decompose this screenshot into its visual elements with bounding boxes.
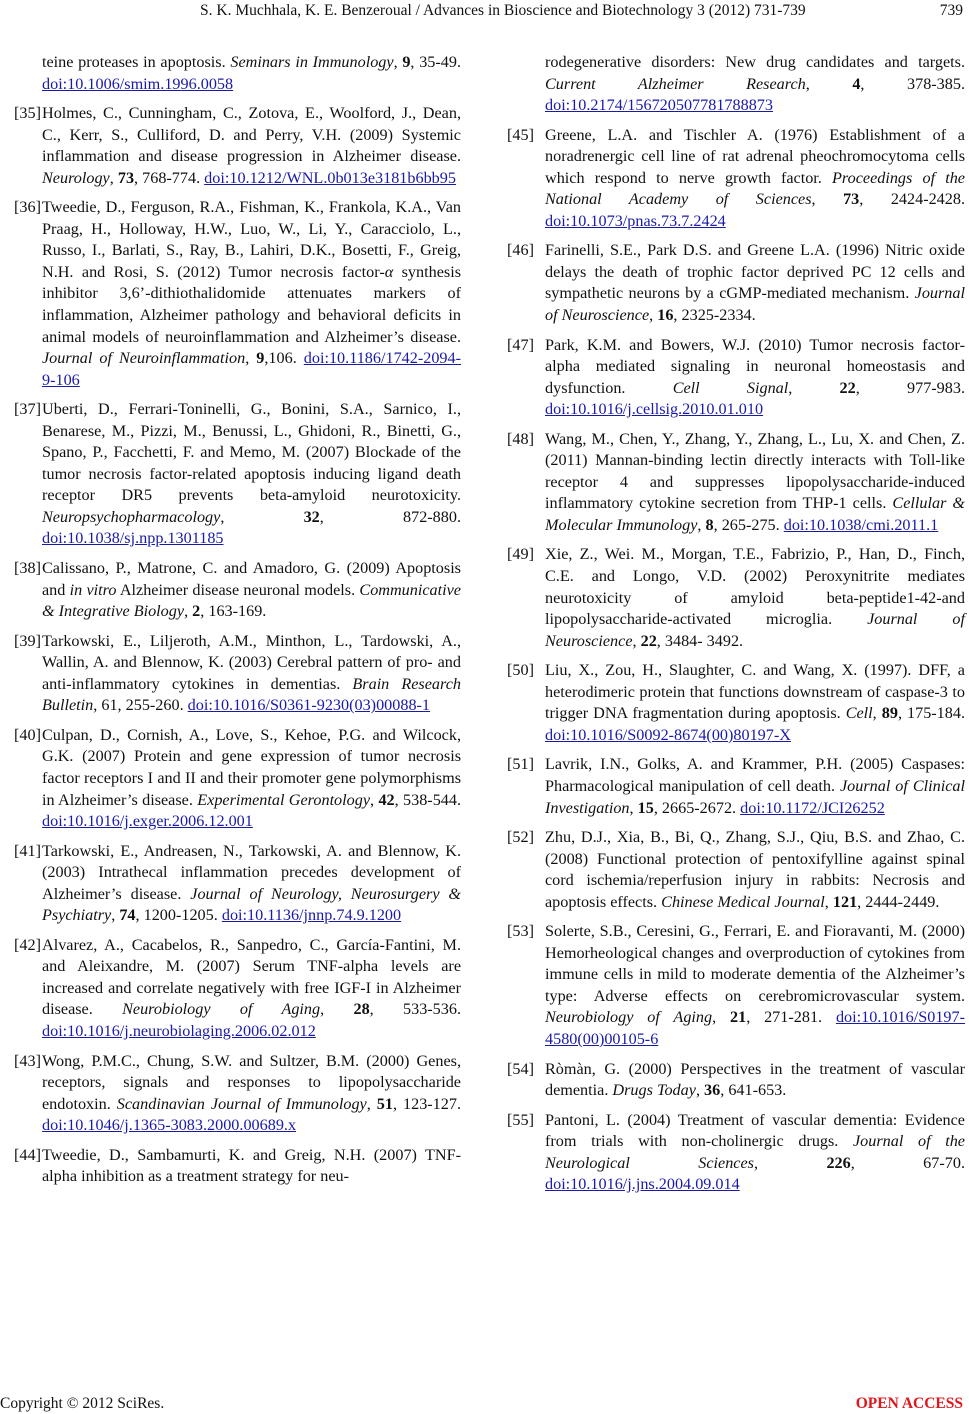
reference-segment: , 67-70. (850, 1153, 965, 1172)
reference-text (545, 1110, 965, 1196)
reference-segment: , 61, 255-260. (93, 696, 188, 715)
doi-link[interactable]: doi:10.2174/156720507781788873 (545, 96, 773, 115)
italic-text: in vitro (69, 580, 117, 599)
copyright-notice: Copyright © 2012 SciRes. (0, 1395, 165, 1412)
italic-text: Proceedings of the National Academy of Sciences (545, 168, 965, 209)
reference-segment: , 271-281. (746, 1008, 836, 1027)
volume-number: 9 (402, 53, 411, 71)
reference-segment: , (811, 190, 844, 209)
italic-text: Neuropsychopharmacology (42, 507, 221, 526)
doi-link[interactable]: doi:10.1073/pnas.73.7.2424 (545, 211, 726, 230)
italic-text: Scandinavian Journal of Immunology (116, 1094, 367, 1113)
italic-text: Neurobiology of Aging (122, 1000, 321, 1019)
volume-number: 42 (378, 790, 395, 809)
reference-segment: , (872, 704, 882, 723)
volume-number: 121 (832, 892, 858, 911)
reference-entry (14, 1051, 461, 1137)
volume-number: 4 (852, 74, 861, 93)
reference-segment: , 2424-2428. (859, 190, 966, 209)
doi-link[interactable]: doi:10.1016/j.exger.2006.12.001 (42, 812, 253, 831)
reference-segment: , 35-49. (410, 53, 461, 71)
reference-number: [35] (14, 104, 41, 123)
doi-link[interactable]: doi:10.1016/j.jns.2004.09.014 (545, 1175, 740, 1194)
reference-number: [51] (507, 755, 534, 774)
reference-segment: Calissano, P., Matrone, C. and Amadoro, G. (2009) Apoptosis and (42, 559, 461, 599)
volume-number: 2 (192, 602, 201, 621)
reference-number: [55] (507, 1110, 534, 1129)
reference-segment: , 1200-1205. (135, 906, 222, 925)
running-title: S. K. Muchhala, K. E. Benzeroual / Advances in Bioscience and Biotechnology 3 (2012) 731-739 (200, 2, 806, 19)
reference-segment: , 2665-2672. (653, 798, 741, 817)
volume-number: 73 (117, 168, 135, 187)
reference-segment: Xie, Z., Wei. M., Morgan, T.E., Fabrizio, P., Han, D., Finch, C.E. and Longo, V.D. (2002) Peroxynitrite mediates neurotoxicity of amyloid beta-peptide1-42-and lipopolysaccharide-activated microglia. (545, 545, 965, 629)
reference-segment: Park, K.M. and Bowers, W.J. (2010) Tumor necrosis factor-alpha mediated signaling in neuronal homeostasis and dysfunction. (545, 335, 965, 397)
reference-number: [38] (14, 559, 41, 578)
reference-number: [37] (14, 400, 41, 419)
doi-link[interactable]: doi:10.1186/1742-2094-9-106 (42, 349, 462, 389)
reference-entry (507, 125, 965, 233)
reference-text (42, 399, 461, 550)
reference-number: [49] (507, 545, 534, 564)
reference-segment: Tarkowski, E., Andreasen, N., Tarkowski, A. and Blennow, K. (2003) Intrathecal inflammation precedes development of Alzheimer’s disease. (42, 841, 461, 903)
doi-link[interactable]: doi:10.1016/S0092-8674(00)80197-X (545, 725, 791, 744)
reference-segment: , (109, 168, 118, 187)
reference-entry (14, 841, 461, 927)
doi-link[interactable]: doi:10.1016/j.cellsig.2010.01.010 (545, 400, 764, 419)
reference-segment: Culpan, D., Cornish, A., Love, S., Kehoe, P.G. and Wilcock, G.K. (2007) Protein and gene expression of tumor necrosis factor receptors I and II and their promoter gene polymorphisms in Alzheimer’s disease. (42, 725, 461, 809)
doi-link[interactable]: doi:10.1038/cmi.2011.1 (783, 515, 939, 534)
reference-number: [36] (14, 198, 41, 217)
reference-segment: Tweedie, D., Ferguson, R.A., Fishman, K., Frankola, K.A., Van Praag, H., Holloway, H.W., Luo, W., Li, Y., Caracciolo, L., Russo, I., Barlati, S., Ray, B., Lahiri, D.K., Bosetti, F., Greig, N.H. and Rosi, S. (2012) Tumor necrosis factor- (42, 198, 461, 281)
reference-entry (14, 399, 461, 550)
reference-segment: , 163-169. (200, 602, 267, 621)
volume-number: 9 (256, 349, 265, 368)
italic-text: α (384, 262, 394, 281)
italic-text: Seminars in Immunology (230, 53, 394, 71)
reference-segment: , 641-653. (720, 1081, 787, 1100)
reference-number: [40] (14, 725, 41, 744)
reference-segment: synthesis inhibitor 3,6’-dithiothalidomide attenuates markers of inflammation, Alzheimer pathology and behavioral deficits in animal models of neuroinflammation and Alzheimer’s disease. (42, 262, 461, 346)
reference-segment: , (805, 74, 853, 93)
reference-text (545, 544, 965, 652)
reference-segment: , (370, 790, 379, 809)
reference-segment: , (824, 892, 833, 911)
volume-number: 226 (826, 1153, 851, 1172)
reference-segment: , 768-774. (134, 168, 205, 187)
reference-segment: Alvarez, A., Cacabelos, R., Sanpedro, C., García-Fantini, M. and Aleixandre, M. (2007) Serum TNF-alpha levels are increased and correlate negatively with free IGF-I in Alzheimer disease. (42, 935, 461, 1019)
open-access-label: OPEN ACCESS (855, 1395, 963, 1412)
reference-segment: Liu, X., Zou, H., Slaughter, C. and Wang, X. (1997). DFF, a heterodimeric protein that functions downstream of caspase-3 to trigger DNA fragmentation during apoptosis. (545, 661, 965, 723)
reference-segment: , 872-880. (319, 507, 461, 526)
references-right-column (507, 52, 965, 1204)
italic-text: Chinese Medical Journal (661, 892, 825, 911)
reference-segment: , (220, 507, 304, 526)
reference-text (42, 558, 461, 623)
reference-segment: , (245, 349, 257, 368)
reference-segment: ,106. (264, 349, 304, 368)
reference-text (545, 827, 965, 913)
reference-text (42, 1145, 461, 1188)
reference-entry (14, 725, 461, 833)
reference-text (42, 52, 461, 95)
italic-text: Neurology (42, 168, 110, 187)
reference-continuation (14, 52, 461, 95)
doi-link[interactable]: doi:10.1046/j.1365-3083.2000.00689.x (42, 1116, 297, 1135)
reference-segment: , (649, 306, 658, 325)
reference-entry (507, 921, 965, 1050)
italic-text: Current Alzheimer Research (545, 74, 806, 93)
reference-number: [48] (507, 429, 534, 448)
italic-text: Journal of Neuroinflammation (42, 349, 246, 368)
reference-segment: , (695, 1081, 705, 1100)
reference-entry (14, 935, 461, 1043)
reference-segment: , (393, 53, 403, 71)
reference-segment: , (788, 378, 840, 397)
reference-entry (507, 660, 965, 746)
italic-text: Journal of Clinical Investigation (545, 776, 965, 817)
reference-entry (14, 103, 461, 189)
reference-segment: , (712, 1008, 730, 1027)
reference-number: [41] (14, 841, 41, 860)
reference-text (545, 335, 965, 421)
italic-text: Journal of Neuroscience (545, 610, 965, 650)
volume-number: 51 (376, 1094, 393, 1113)
italic-text: Journal of the Neurological Sciences (545, 1132, 965, 1172)
reference-number: [42] (14, 935, 41, 954)
reference-segment: , 265-275. (713, 515, 784, 534)
italic-text: Neurobiology of Aging (545, 1008, 713, 1027)
reference-entry (507, 754, 965, 819)
reference-segment: Holmes, C., Cunningham, C., Zotova, E., Woolford, J., Dean, C., Kerr, S., Culliford, D. and Perry, V.H. (2009) Systemic inflammation and disease progression in Alzheimer disease. (42, 104, 461, 166)
reference-number: [44] (14, 1145, 41, 1164)
reference-segment: Solerte, S.B., Ceresini, G., Ferrari, E. and Fioravanti, M. (2000) Hemorheological changes and overproduction of cytokines from immune cells in mild to moderate dementia of the Alzheimer’s type: Adverse effects on cerebromicrovascular system. (545, 922, 965, 1005)
doi-link[interactable]: doi:10.1016/j.neurobiolaging.2006.02.012 (42, 1021, 316, 1040)
reference-entry (14, 631, 461, 717)
volume-number: 22 (839, 378, 856, 397)
reference-segment: , 2444-2449. (857, 892, 940, 911)
doi-link[interactable]: doi:10.1006/smim.1996.0058 (42, 74, 234, 93)
reference-segment: , (184, 602, 193, 621)
reference-segment: , 175-184. (897, 704, 966, 723)
reference-number: [39] (14, 631, 41, 650)
italic-text: Cell Signal (672, 378, 789, 397)
reference-text (42, 103, 461, 189)
reference-number: [46] (507, 241, 534, 260)
reference-text (545, 125, 965, 233)
reference-entry (507, 240, 965, 326)
volume-number: 15 (637, 798, 654, 817)
doi-link[interactable]: doi:10.1172/JCI26252 (740, 798, 885, 817)
reference-segment: Wong, P.M.C., Chung, S.W. and Sultzer, B.M. (2000) Genes, receptors, signals and responses to lipopolysaccharide endotoxin. (42, 1051, 461, 1113)
reference-entry (14, 1145, 461, 1188)
reference-segment: Pantoni, L. (2004) Treatment of vascular dementia: Evidence from trials with non-cholinergic drugs. (545, 1110, 965, 1151)
doi-link[interactable]: doi:10.1038/sj.npp.1301185 (42, 529, 224, 548)
italic-text: Drugs Today (612, 1081, 696, 1100)
reference-number: [45] (507, 125, 534, 144)
reference-segment: , (629, 798, 638, 817)
page-number: 739 (939, 2, 963, 19)
reference-text (545, 754, 965, 819)
italic-text: Cellular & Molecular Immunology (545, 494, 965, 534)
reference-segment: , 538-544. (394, 790, 462, 809)
reference-segment: Greene, L.A. and Tischler A. (1976) Establishment of a noradrenergic cell line of rat adrenal pheochromocytoma cells which respond to nerve growth factor. (545, 125, 965, 187)
italic-text: Journal of Neuroscience (545, 284, 965, 325)
reference-segment: Wang, M., Chen, Y., Zhang, Y., Zhang, L., Lu, X. and Chen, Z. (2011) Mannan-binding lectin directly interacts with Toll-like receptor 4 and suppresses lipopolysaccharide-induced inflammatory cytokine secretion from THP-1 cells. (545, 429, 965, 513)
reference-entry (507, 544, 965, 652)
reference-text (42, 197, 461, 391)
reference-number: [52] (507, 828, 534, 847)
reference-segment: , 533-536. (369, 1000, 462, 1019)
reference-segment: Tweedie, D., Sambamurti, K. and Greig, N.H. (2007) TNF-alpha inhibition as a treatment strategy for neu- (42, 1145, 461, 1186)
reference-number: [47] (507, 335, 534, 354)
reference-text (545, 921, 965, 1050)
reference-segment: Alzheimer disease neuronal models. (116, 580, 360, 599)
reference-text (545, 660, 965, 746)
reference-segment: Ròmàn, G. (2000) Perspectives in the treatment of vascular dementia. (545, 1059, 965, 1100)
reference-segment: Farinelli, S.E., Park D.S. and Greene L.A. (1996) Nitric oxide delays the death of trophic factor deprived PC 12 cells and sympathetic neurons by a cGMP-mediated mechanism. (545, 241, 965, 303)
reference-segment: , 977-983. (855, 378, 965, 397)
reference-continuation (507, 52, 965, 117)
italic-text: Communicative & Integrative Biology (42, 580, 461, 621)
reference-text (545, 52, 965, 117)
reference-segment: rodegenerative disorders: New drug candidates and targets. (545, 53, 965, 71)
reference-segment: Zhu, D.J., Xia, B., Bi, Q., Zhang, S.J., Qiu, B.S. and Zhao, C. (2008) Functional protection of pentoxifylline against spinal cord ischemia/reperfusion injury in rabbits: Necrosis and apoptosis effects. (545, 828, 965, 911)
volume-number: 8 (705, 515, 714, 534)
volume-number: 32 (303, 507, 320, 526)
reference-text (42, 725, 461, 833)
reference-segment: teine proteases in apoptosis. (42, 53, 231, 71)
reference-number: [43] (14, 1051, 41, 1070)
reference-segment: , (320, 1000, 354, 1019)
references-left-column (14, 52, 461, 1196)
reference-number: [50] (507, 661, 534, 680)
volume-number: 21 (730, 1008, 747, 1027)
reference-number: [54] (507, 1059, 534, 1078)
reference-segment: , 2325-2334. (673, 306, 756, 325)
reference-text (42, 935, 461, 1043)
reference-text (545, 240, 965, 326)
reference-text (42, 841, 461, 927)
reference-text (545, 429, 965, 537)
reference-entry (507, 1110, 965, 1196)
reference-segment: Lavrik, I.N., Golks, A. and Krammer, P.H. (2005) Caspases: Pharmacological manipulation of cell death. (545, 755, 965, 795)
reference-segment: , (111, 906, 120, 925)
reference-segment: Uberti, D., Ferrari-Toninelli, G., Bonini, S.A., Sarnico, I., Benarese, M., Pizzi, M., Benussi, L., Ghidoni, R., Binetti, G., Spano, P., Facchetti, F. and Memo, M. (2007) Blockade of the tumor necrosis factor-related apoptosis inducing ligand death receptor DR5 prevents beta-amyloid neurotoxicity. (42, 400, 461, 505)
italic-text: Cell (845, 704, 873, 723)
volume-number: 89 (881, 704, 898, 723)
reference-entry (507, 1059, 965, 1102)
reference-entry (14, 558, 461, 623)
volume-number: 16 (657, 306, 674, 325)
volume-number: 73 (843, 190, 860, 209)
reference-segment: , (753, 1153, 827, 1172)
reference-entry (14, 197, 461, 391)
italic-text: Brain Research Bulletin (42, 674, 461, 715)
doi-link[interactable]: doi:10.1136/jnnp.74.9.1200 (221, 906, 402, 925)
reference-entry (507, 335, 965, 421)
reference-segment: Tarkowski, E., Liljeroth, A.M., Minthon, L., Tardowski, A., Wallin, A. and Blennow, K. (2003) Cerebral pattern of pro- and anti-inflammatory cytokines in dementias. (42, 631, 461, 693)
reference-text (42, 631, 461, 717)
reference-segment: , 3484- 3492. (656, 631, 744, 650)
doi-link[interactable]: doi:10.1016/S0361-9230(03)00088-1 (187, 696, 431, 715)
reference-segment: , (366, 1094, 377, 1113)
volume-number: 28 (353, 1000, 370, 1019)
doi-link[interactable]: doi:10.1016/S0197-4580(00)00105-6 (545, 1008, 966, 1048)
volume-number: 22 (640, 631, 657, 650)
reference-text (42, 1051, 461, 1137)
reference-entry (507, 827, 965, 913)
reference-segment: , (632, 631, 641, 650)
volume-number: 74 (119, 906, 136, 925)
reference-entry (507, 429, 965, 537)
reference-number: [53] (507, 922, 534, 941)
reference-text (545, 1059, 965, 1102)
doi-link[interactable]: doi:10.1212/WNL.0b013e3181b6bb95 (204, 168, 456, 187)
reference-segment: , (697, 515, 706, 534)
reference-segment: , 378-385. (860, 74, 966, 93)
italic-text: Journal of Neurology, Neurosurgery & Psychiatry (42, 884, 461, 925)
reference-segment: , 123-127. (392, 1094, 462, 1113)
italic-text: Experimental Gerontology (197, 790, 371, 809)
volume-number: 36 (704, 1081, 721, 1100)
